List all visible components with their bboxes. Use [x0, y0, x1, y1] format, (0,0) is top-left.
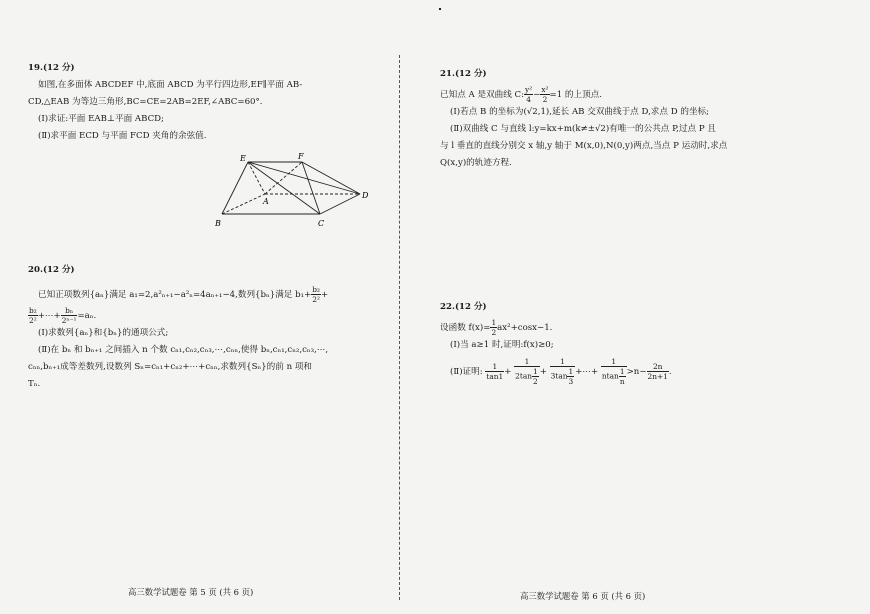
- q21-line1-post: =1 的上顶点.: [549, 90, 603, 100]
- q22-term4-inner-den: n: [619, 377, 625, 386]
- q21-frac2-num: x²: [541, 85, 549, 94]
- q20-frac3: [61, 306, 78, 325]
- q22-part1: (Ⅰ)当 a≥1 时,证明:f(x)≥0;: [450, 340, 554, 350]
- question-19: [28, 60, 388, 145]
- q22-term2-inner-num: 1: [533, 367, 538, 376]
- q20-line2: [28, 306, 388, 325]
- q22-header: 22.(12 分): [440, 302, 487, 312]
- q22-dots: +⋯+: [575, 367, 599, 377]
- q21-line1: [440, 85, 860, 104]
- q22-term5-num: 2n: [647, 362, 669, 372]
- q22-term5-den: 2n+1: [647, 372, 668, 381]
- edge-FD: [302, 162, 360, 194]
- q22-plus-1: +: [504, 367, 512, 377]
- q21-frac2: [540, 85, 549, 104]
- q21-frac2-den: 2: [542, 95, 548, 104]
- q20-frac3-num: bₙ: [61, 306, 78, 316]
- q21-line1-pre: 已知点 A 是双曲线 C:: [440, 90, 525, 100]
- q20-frac2-num: b₂: [29, 306, 37, 315]
- edge-BA: [222, 194, 265, 214]
- q21-frac1-num: y²: [525, 85, 533, 94]
- q19-header: 19.(12 分): [28, 63, 75, 73]
- q20-part2-line1: (Ⅱ)在 bₙ 和 bₙ₊₁ 之间插入 n 个数 cₙ₁,cₙ₂,cₙ₃,⋯,cₙₙ,使得 bₙ,cₙ₁,cₙ₂,cₙ₃,⋯,: [38, 345, 329, 355]
- q22-term4: [601, 357, 627, 386]
- q21-part2-line3: Q(x,y)的轨迹方程.: [440, 158, 512, 168]
- edge-FC: [302, 162, 320, 214]
- q22-term3-inner: [567, 367, 574, 386]
- q22-term3-inner-den: 3: [568, 377, 574, 386]
- q22-part2-pre: (Ⅱ)证明:: [450, 367, 483, 377]
- label-F: F: [298, 152, 304, 161]
- label-C: C: [318, 219, 325, 228]
- q20-line2-end: =aₙ.: [77, 311, 97, 321]
- q19-line1: 如图,在多面体 ABCDEF 中,底面 ABCD 为平行四边形,EF∥平面 AB-: [38, 80, 303, 90]
- q20-frac2: [28, 306, 38, 325]
- q21-frac1-den: 4: [526, 95, 531, 104]
- q21-header: 21.(12 分): [440, 69, 487, 79]
- q22-term2-den: [514, 367, 540, 386]
- q22-term2-num: 1: [514, 357, 540, 367]
- q22-term4-num: 1: [601, 357, 627, 367]
- label-A: A: [263, 197, 269, 206]
- q22-frac1-num: 1: [491, 318, 497, 327]
- q20-line1-text: 已知正项数列{aₙ}满足 a₁=2,a²ₙ₊₁−a²ₙ=4aₙ₊₁−4,数列{bₙ}满足 b₁+: [38, 290, 312, 300]
- q19-part2: (Ⅱ)求平面 ECD 与平面 FCD 夹角的余弦值.: [38, 131, 207, 141]
- q20-line2-mid: +⋯+: [37, 311, 61, 321]
- label-D: D: [362, 191, 369, 200]
- q21-part2-line2: 与 l 垂直的直线分别交 x 轴,y 轴于 M(x,0),N(0,y)两点,当点 P 运动时,求点: [440, 141, 728, 151]
- q20-frac1-den: 2²: [312, 295, 320, 304]
- q22-term2-inner-den: 2: [533, 377, 538, 386]
- edge-EC: [248, 162, 320, 214]
- label-E: E: [240, 154, 246, 163]
- left-footer: 高三数学试题卷 第 5 页 (共 6 页): [128, 587, 254, 597]
- q20-frac1: [311, 285, 321, 304]
- q22-term4-inner-num: 1: [619, 367, 625, 376]
- q22-line1: [440, 318, 860, 337]
- q22-term1-den: tan1: [486, 372, 504, 381]
- question-20: [28, 262, 388, 393]
- q21-frac1: [524, 85, 533, 104]
- q20-line1: [28, 285, 388, 304]
- q22-plus-2: +: [539, 367, 547, 377]
- q20-frac2-den: 2²: [29, 316, 37, 325]
- q20-part2-line2: cₙₙ,bₙ₊₁成等差数列,设数列 Sₙ=cₙ₁+cₙ₂+⋯+cₙₙ,求数列{Sₙ}的前 n 项和: [28, 362, 313, 372]
- edge-EA: [248, 162, 265, 194]
- q22-term5: [647, 362, 669, 381]
- q21-minus: −: [533, 90, 541, 100]
- q22-term3-den-pre: 3tan: [550, 371, 568, 381]
- q20-line1-end: +: [320, 290, 329, 300]
- q22-term2-den-pre: 2tan: [515, 371, 532, 381]
- scan-mark-top: [439, 8, 441, 10]
- q22-line1-post: ax²+cosx−1.: [497, 323, 553, 333]
- q22-term2-inner: [532, 367, 539, 386]
- left-page: [0, 0, 420, 614]
- q20-frac1-num: b₂: [312, 285, 320, 294]
- edge-CD: [320, 194, 360, 214]
- question-21: [440, 66, 860, 172]
- right-page: [425, 0, 870, 614]
- q22-line1-pre: 设函数 f(x)=: [440, 323, 491, 333]
- q21-part1: (Ⅰ)若点 B 的坐标为(√2,1),延长 AB 交双曲线于点 D,求点 D 的坐标;: [450, 107, 710, 117]
- q20-part2-line3: Tₙ.: [28, 379, 41, 389]
- q22-term4-inner: [619, 367, 626, 386]
- q22-part2: [440, 357, 860, 386]
- page-divider: [399, 55, 400, 600]
- q22-term3-num: 1: [550, 357, 576, 367]
- q20-header: 20.(12 分): [28, 265, 75, 275]
- q20-frac3-den: 2ⁿ⁻¹: [61, 316, 77, 325]
- q22-term3-den: [550, 367, 576, 386]
- q19-figure: [210, 152, 380, 232]
- label-B: B: [215, 219, 221, 228]
- q22-gt: >n−: [626, 367, 647, 377]
- q19-part1: (Ⅰ)求证:平面 EAB⊥平面 ABCD;: [38, 114, 164, 124]
- q22-term3: [550, 357, 576, 386]
- q22-period: .: [668, 367, 672, 377]
- q20-part1: (Ⅰ)求数列{aₙ}和{bₙ}的通项公式;: [38, 328, 169, 338]
- right-footer: 高三数学试题卷 第 6 页 (共 6 页): [520, 591, 646, 601]
- q22-term1: [485, 362, 504, 381]
- q19-line2: CD,△EAB 为等边三角形,BC=CE=2AB=2EF,∠ABC=60°.: [28, 97, 263, 107]
- q22-term3-inner-num: 1: [568, 367, 574, 376]
- q22-frac1-den: 2: [491, 328, 497, 337]
- q21-part2-line1: (Ⅱ)双曲线 C 与直线 l:y=kx+m(k≠±√2)有唯一的公共点 P,过点 P 且: [450, 124, 716, 134]
- q22-term1-num: 1: [485, 362, 504, 372]
- q22-term2: [514, 357, 540, 386]
- q22-term4-den-pre: ntan: [601, 371, 619, 381]
- q22-term4-den: [601, 367, 627, 386]
- edge-EB: [222, 162, 248, 214]
- question-22: [440, 299, 860, 386]
